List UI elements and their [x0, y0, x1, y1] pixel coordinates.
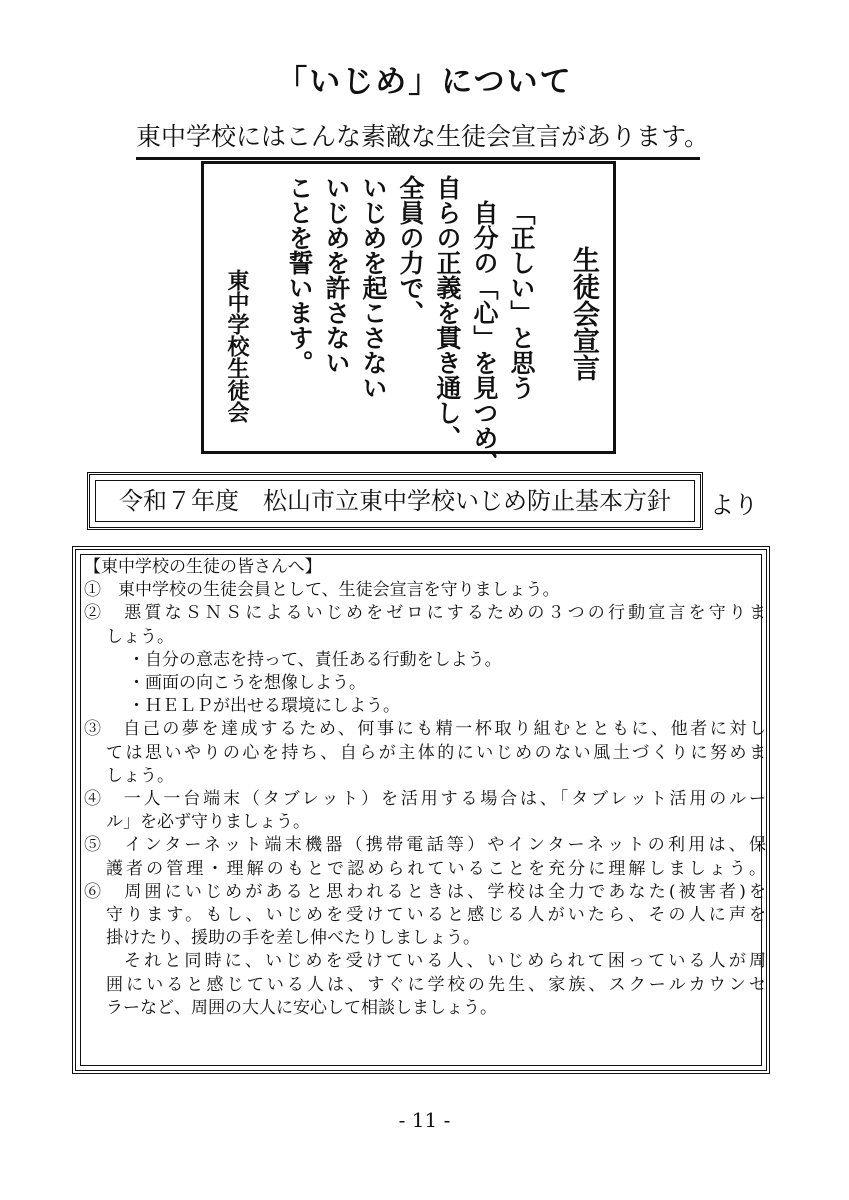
declaration-line: ことを誓います。 — [285, 175, 314, 375]
page-number: - 11 - — [398, 1108, 451, 1132]
message-line: ③ 自己の夢を達成するため、何事にも精一杯取り組むとともに、他者に対し — [84, 719, 766, 740]
policy-suffix: より — [710, 491, 758, 519]
message-line: ⑥ 周囲にいじめがあると思われるときは、学校は全力であなた(被害者)を — [84, 881, 766, 902]
message-line: しょう。 — [106, 765, 174, 786]
message-line: しょう。 — [106, 626, 174, 647]
page-title: 「いじめ」について — [276, 64, 573, 100]
message-line: ては思いやりの心を持ち、自らが主体的にいじめのない風土づくりに努めま — [106, 742, 766, 763]
declaration-line: 全員の力で、 — [396, 175, 425, 325]
policy-box — [87, 472, 703, 530]
message-line: ④ 一人一台端末（タブレット）を活用する場合は、「タブレット活用のルー — [84, 789, 766, 810]
declaration-line: いじめを起こさない — [359, 175, 388, 400]
message-line: ⑤ インターネット端末機器（携帯電話等）やインターネットの利用は、保 — [84, 835, 766, 856]
message-bullet: ・画面の向こうを想像しよう。 — [128, 673, 366, 694]
message-line: 守ります。もし、いじめを受けていると感じる人がいたら、その人に声を — [106, 905, 766, 926]
message-text — [84, 556, 766, 1020]
message-box — [72, 546, 770, 1074]
declaration-line: いじめを許さない — [322, 175, 351, 375]
message-line: 囲にいると感じている人は、すぐに学校の先生、家族、スクールカウンセ — [106, 974, 766, 995]
declaration-heading: 生徒会宣言 — [568, 246, 599, 381]
declaration-line: 「正しい」と思う — [507, 200, 536, 400]
message-heading: 【東中学校の生徒の皆さんへ】 — [84, 557, 322, 577]
message-bullet: ・自分の意志を持って、責任ある行動をしよう。 — [128, 649, 502, 670]
declaration-line: 自分の「心」を見つめ、 — [470, 200, 499, 475]
policy-label: 令和７年度 松山市立東中学校いじめ防止基本方針 — [95, 480, 695, 522]
message-line: ラーなど、周囲の大人に安心して相談しましょう。 — [106, 997, 497, 1018]
message-line: ② 悪質なＳＮＳによるいじめをゼロにするための３つの行動宣言を守りま — [84, 603, 766, 624]
message-line: それと同時に、いじめを受けている人、いじめられて困っている人が周 — [124, 951, 766, 972]
declaration-signature: 東中学校生徒会 — [224, 269, 250, 423]
message-line: ① 東中学校の生徒会員として、生徒会宣言を守りましょう。 — [84, 580, 560, 601]
message-line: 護者の管理・理解のもとで認められていることを充分に理解しましょう。 — [106, 858, 766, 879]
message-bullet: ・ＨＥＬＰが出せる環境にしよう。 — [128, 696, 400, 717]
message-line: ル」を必ず守りましょう。 — [106, 812, 310, 833]
message-line: 掛けたり、援助の手を差し伸べたりしましょう。 — [106, 928, 480, 949]
subtitle: 東中学校にはこんな素敵な生徒会宣言があります。 — [136, 117, 700, 160]
declaration-line: 自らの正義を貫き通し、 — [433, 175, 462, 450]
declaration-box — [201, 161, 616, 475]
